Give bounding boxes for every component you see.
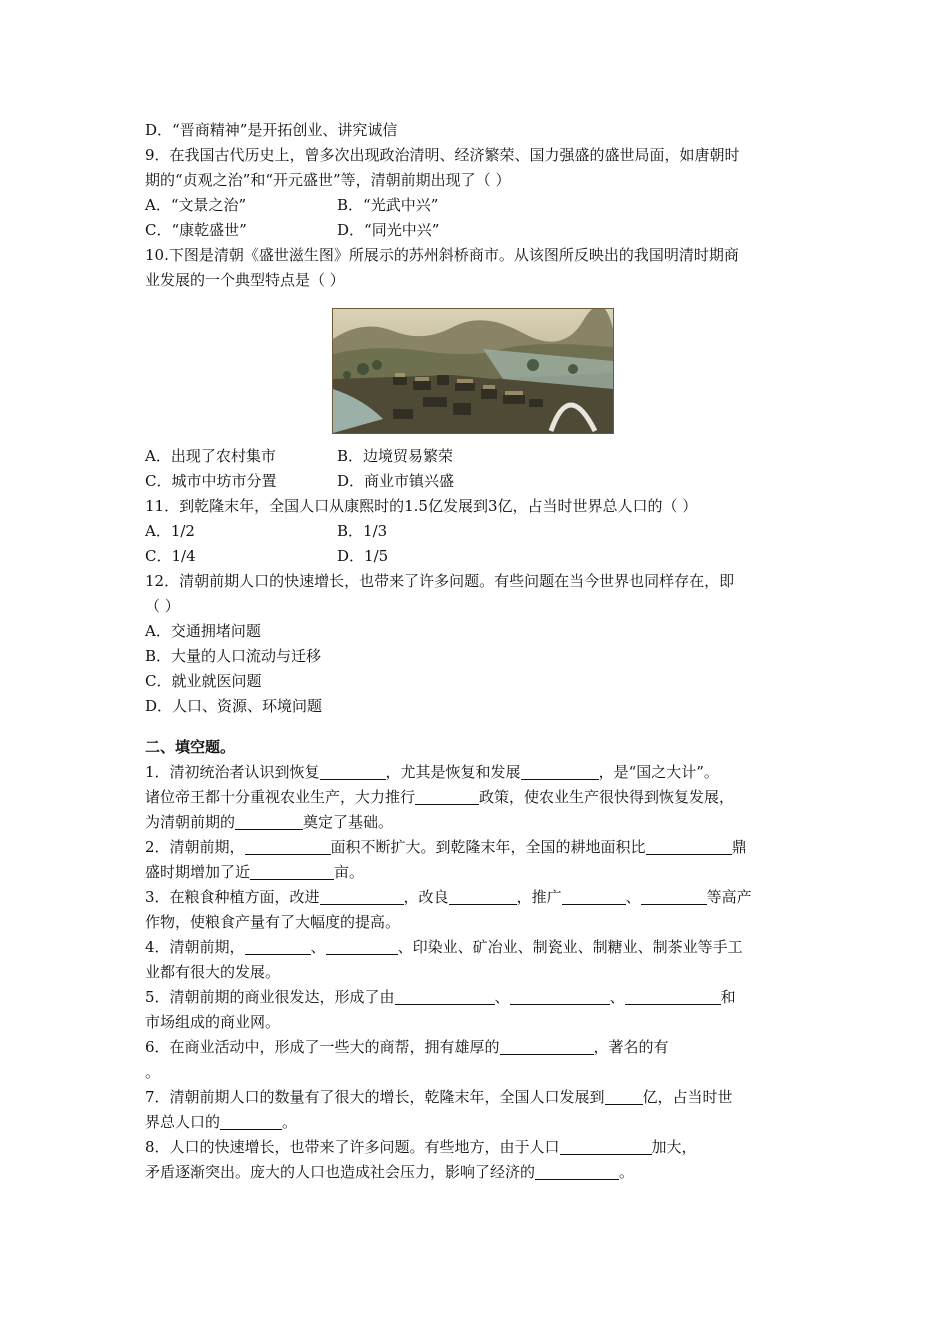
q12-stem-line1: 12．清朝前期人口的快速增长，也带来了许多问题。有些问题在当今世界也同样存在，即: [145, 572, 735, 590]
section-heading-fill-blank: 二、填空题。: [145, 738, 236, 756]
blank[interactable]: [510, 987, 610, 1005]
q9-option-a: A．“文景之治”: [145, 196, 247, 214]
f6-line1: [145, 1035, 810, 1060]
blank[interactable]: [641, 887, 707, 905]
f8-text-b: 加大，: [651, 1138, 697, 1156]
blank[interactable]: [395, 987, 495, 1005]
blank[interactable]: [605, 1087, 643, 1105]
f3-text-c: ，推广: [516, 888, 562, 906]
f7-line2: [145, 1110, 810, 1135]
q12-stem-line2: （ ）: [145, 597, 180, 615]
f2-line1: [145, 835, 810, 860]
f7-text-c: 界总人口的: [145, 1113, 221, 1131]
f7-line1: [145, 1085, 810, 1110]
q10-stem-line2: 业发展的一个典型特点是（ ）: [145, 271, 345, 289]
f8-text-a: 8．人口的快速增长，也带来了许多问题。有些地方，由于人口: [145, 1138, 560, 1156]
f4-text-a: 4．清朝前期，: [145, 938, 245, 956]
blank[interactable]: [500, 1037, 594, 1055]
q8-option-d: D．“晋商精神”是开拓创业、讲究诚信: [145, 121, 398, 139]
f5-text-c: 、: [609, 988, 625, 1006]
f3-text-d: 、: [625, 888, 641, 906]
q12-option-d: D．人口、资源、环境问题: [145, 697, 323, 715]
f3-text-e: 等高产: [706, 888, 752, 906]
q9-option-c: C．“康乾盛世”: [145, 221, 247, 239]
f4-line2: 业都有很大的发展。: [145, 963, 281, 981]
q10-option-a: A．出现了农村集市: [145, 447, 276, 465]
blank[interactable]: [646, 837, 732, 855]
q10-option-d: D．商业市镇兴盛: [337, 472, 455, 490]
q9-option-b: B．“光武中兴”: [337, 196, 439, 214]
blank[interactable]: [521, 762, 599, 780]
blank[interactable]: [449, 887, 517, 905]
q10-options-cd: [145, 469, 810, 494]
q9-option-d: D．“同光中兴”: [337, 221, 440, 239]
f1-line1: [145, 760, 810, 785]
f8-line1: [145, 1135, 810, 1160]
blank[interactable]: [220, 1112, 282, 1130]
q10-option-b: B．边境贸易繁荣: [337, 447, 454, 465]
q12-option-c: C．就业就医问题: [145, 672, 262, 690]
blank[interactable]: [326, 937, 398, 955]
q9-options-ab: [145, 193, 810, 218]
f1-text-b: ，尤其是恢复和发展: [385, 763, 521, 781]
q11-option-d: D．1/5: [337, 547, 389, 565]
q9-options-cd: [145, 218, 810, 243]
f3-line1: [145, 885, 810, 910]
f5-line1: [145, 985, 810, 1010]
document-page: [145, 118, 810, 1185]
blank[interactable]: [250, 862, 334, 880]
blank[interactable]: [625, 987, 721, 1005]
f7-text-b: 亿，占当时世: [642, 1088, 733, 1106]
blank[interactable]: [562, 887, 626, 905]
f4-line1: [145, 935, 810, 960]
suzhou-market-painting: [333, 309, 613, 433]
f3-line2: 作物，使粮食产量有了大幅度的提高。: [145, 913, 401, 931]
q12-option-a: A．交通拥堵问题: [145, 622, 261, 640]
painting-image: [332, 308, 614, 434]
blank[interactable]: [320, 762, 386, 780]
f3-text-a: 3．在粮食种植方面，改进: [145, 888, 320, 906]
f5-text-a: 5．清朝前期的商业很发达，形成了由: [145, 988, 395, 1006]
f1-line3: [145, 810, 810, 835]
blank[interactable]: [415, 787, 479, 805]
f7-text-d: 。: [282, 1113, 298, 1131]
blank[interactable]: [535, 1162, 619, 1180]
f1-text-e: 政策，使农业生产很快得到恢复发展，: [479, 788, 735, 806]
f6-text-a: 6．在商业活动中，形成了一些大的商帮，拥有雄厚的: [145, 1038, 500, 1056]
f1-text-d: 诸位帝王都十分重视农业生产，大力推行: [145, 788, 416, 806]
q11-option-c: C．1/4: [145, 547, 196, 565]
f7-text-a: 7．清朝前期人口的数量有了很大的增长，乾隆末年，全国人口发展到: [145, 1088, 605, 1106]
blank[interactable]: [245, 837, 331, 855]
q10-option-c: C．城市中坊市分置: [145, 472, 277, 490]
f5-line2: 市场组成的商业网。: [145, 1013, 281, 1031]
q9-stem-line2: 期的“贞观之治”和“开元盛世”等，清朝前期出现了（ ）: [145, 171, 511, 189]
f1-line2: [145, 785, 810, 810]
q11-option-a: A．1/2: [145, 522, 195, 540]
blank[interactable]: [235, 812, 303, 830]
f1-text-f: 为清朝前期的: [145, 813, 236, 831]
q12-option-b: B．大量的人口流动与迁移: [145, 647, 322, 665]
blank[interactable]: [320, 887, 404, 905]
q11-stem: 11．到乾隆末年，全国人口从康熙时的1.5亿发展到3亿，占当时世界总人口的（ ）: [145, 497, 698, 515]
f2-text-e: 亩。: [334, 863, 365, 881]
f2-text-b: 面积不断扩大。到乾隆末年，全国的耕地面积比: [330, 838, 646, 856]
f8-line2: [145, 1160, 810, 1185]
f2-line2: [145, 860, 810, 885]
f2-text-d: 盛时期增加了近: [145, 863, 251, 881]
f5-text-d: 和: [720, 988, 736, 1006]
f8-text-c: 矛盾逐渐突出。庞大的人口也造成社会压力，影响了经济的: [145, 1163, 536, 1181]
f4-text-c: 、印染业、矿冶业、制瓷业、制糖业、制茶业等手工: [397, 938, 743, 956]
q11-options-ab: [145, 519, 810, 544]
f8-text-d: 。: [619, 1163, 635, 1181]
blank[interactable]: [560, 1137, 652, 1155]
q9-stem-line1: 9．在我国古代历史上，曾多次出现政治清明、经济繁荣、国力强盛的盛世局面，如唐朝时: [145, 146, 740, 164]
f1-text-c: ，是“国之大计”。: [598, 763, 719, 781]
q11-option-b: B．1/3: [337, 522, 388, 540]
f5-text-b: 、: [494, 988, 510, 1006]
q11-options-cd: [145, 544, 810, 569]
f1-text-a: 1．清初统治者认识到恢复: [145, 763, 320, 781]
f4-text-b: 、: [310, 938, 326, 956]
f6-text-b: ，著名的有: [593, 1038, 669, 1056]
f2-text-a: 2．清朝前期，: [145, 838, 245, 856]
f1-text-g: 奠定了基础。: [303, 813, 394, 831]
f2-text-c: 鼎: [731, 838, 747, 856]
q10-options-ab: [145, 444, 810, 469]
f3-text-b: ，改良: [403, 888, 449, 906]
q10-stem-line1: 10.下图是清朝《盛世滋生图》所展示的苏州斜桥商市。从该图所反映出的我国明清时期商: [145, 246, 739, 264]
f6-line2: 。: [145, 1063, 161, 1081]
blank[interactable]: [245, 937, 311, 955]
